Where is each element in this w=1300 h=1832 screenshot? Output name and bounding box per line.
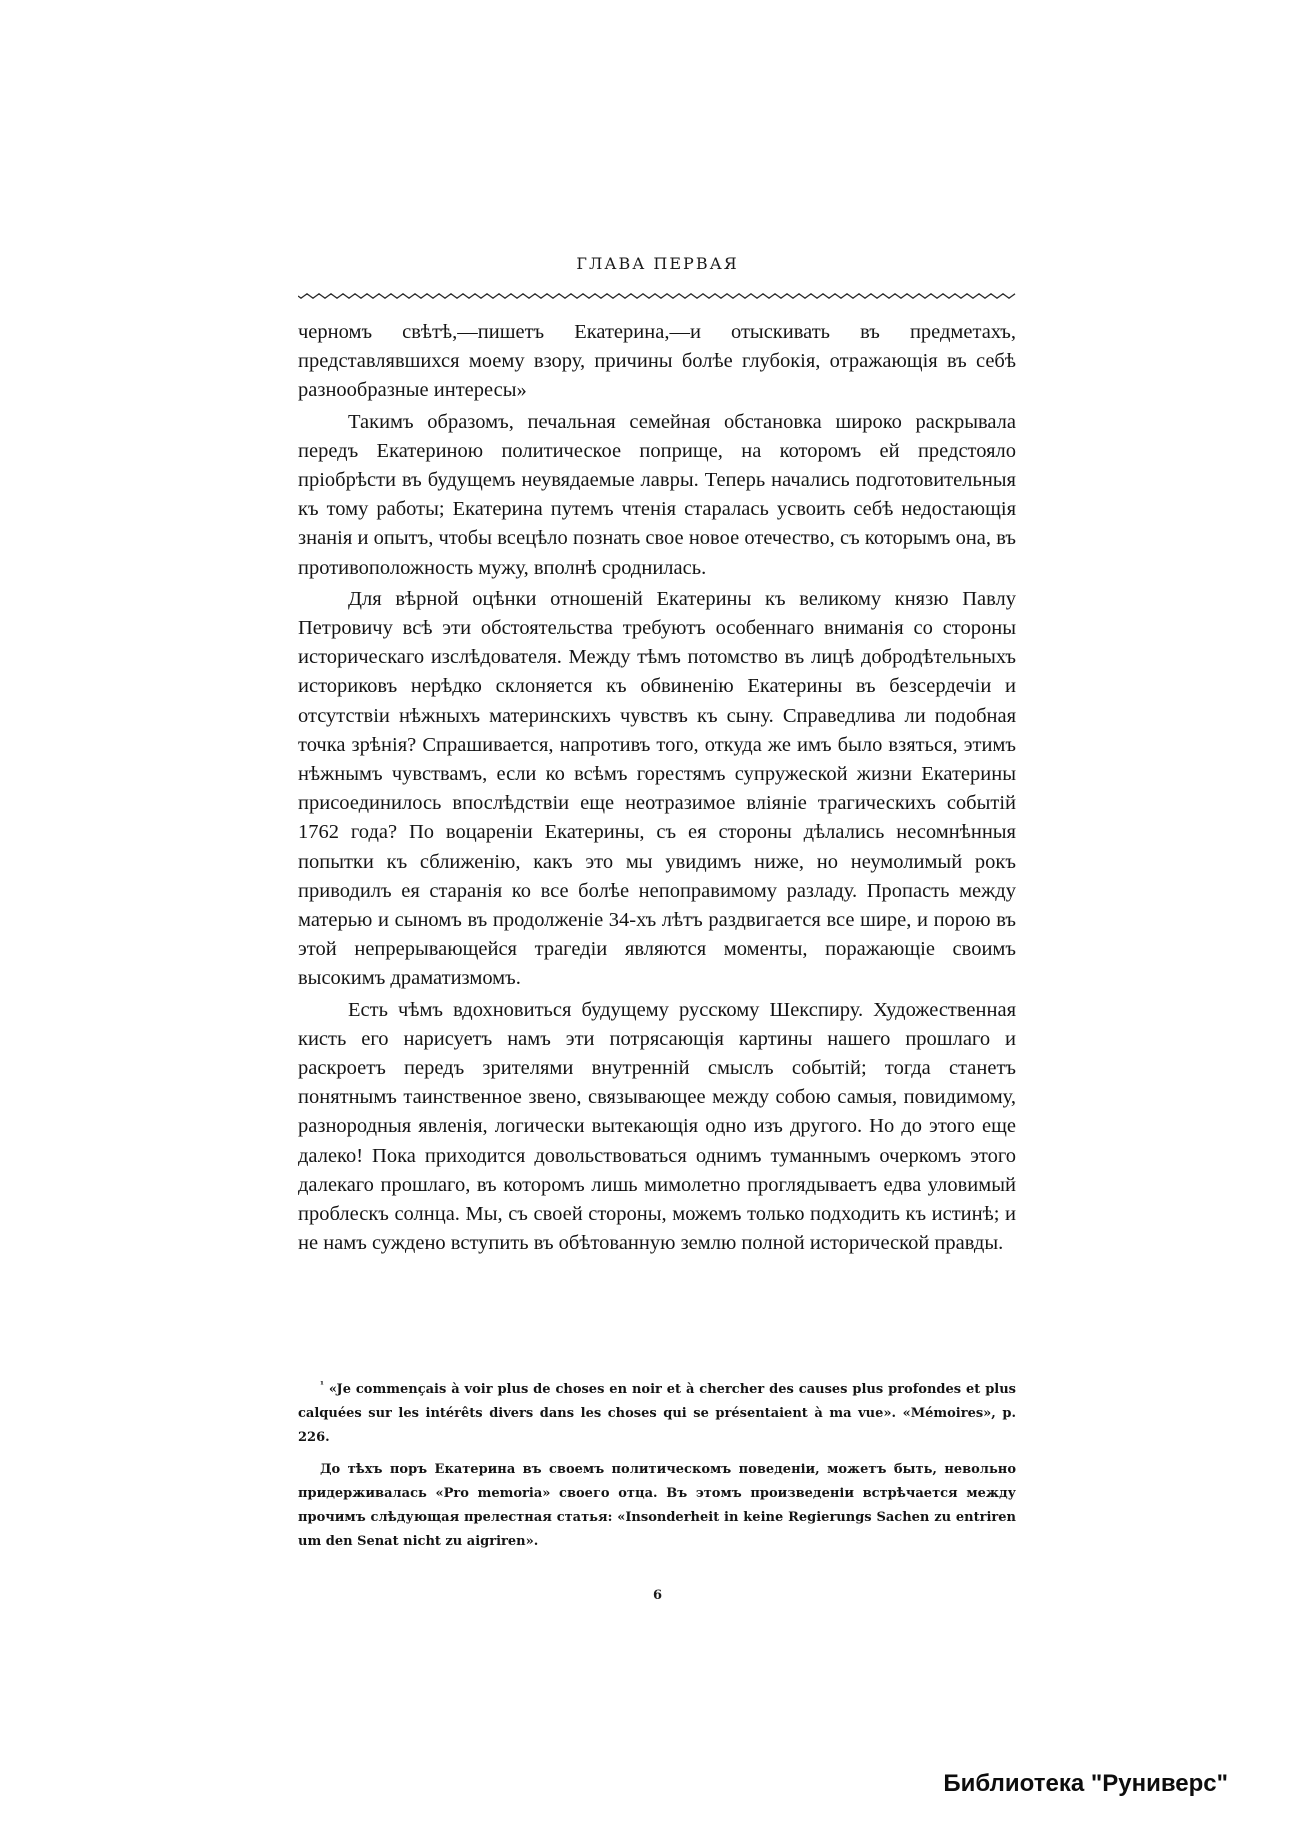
library-watermark: Библиотека "Руниверс" — [943, 1770, 1228, 1797]
footnotes — [298, 1378, 1016, 1554]
footnote-1-text: «Je commençais à voir plus de choses en noir et à chercher des causes plus profondes et plus calquées sur les intérêts divers dans les choses qui se présentaient à ma vue». «Mémoires», p. 226. — [298, 1382, 1017, 1445]
footnote-2: До тѣхъ поръ Екатерина въ своемъ политическомъ поведеніи, можетъ быть, невольно придерживалась «Pro memoria» своего отца. Въ этомъ произведеніи встрѣчается между прочимъ слѣдующая прелестная статья: «Insonderheit in keine Regierungs Sachen zu entriren um den Senat nicht zu aigriren». — [298, 1462, 1016, 1549]
chapter-title: ГЛАВА ПЕРВАЯ — [576, 254, 739, 273]
wavy-divider-rule — [298, 292, 1016, 300]
footnote-marker: ¹ — [320, 1380, 324, 1391]
page-number: 6 — [652, 1588, 663, 1603]
paragraph-continued: черномъ свѣтѣ,—пишетъ Екатерина,—и отыскивать въ предметахъ, представлявшихся моему взору, причины болѣе глубокія, отражающія въ себѣ разнообразные интересы» — [298, 321, 1016, 402]
paragraph: Для вѣрной оцѣнки отношеній Екатерины къ великому князю Павлу Петровичу всѣ эти обстоятельства требуютъ особеннаго вниманія со стороны историческаго изслѣдователя. Между тѣмъ потомство въ лицѣ добродѣтельныхъ историковъ нерѣдко склоняется къ обвиненію Екатерины въ безсердечіи и отсутствіи нѣжныхъ материнскихъ чувствъ къ сыну. Справедлива ли подобная точка зрѣнія? Спрашивается, напротивъ того, откуда же имъ было взяться, этимъ нѣжнымъ чувствамъ, если ко всѣмъ горестямъ супружеской жизни Екатерины присоединилось впослѣдствіи еще неотразимое вліяніе трагическихъ событій 1762 года? По воцареніи Екатерины, съ ея стороны дѣлались несомнѣнныя попытки къ сближенію, какъ это мы увидимъ ниже, но неумолимый рокъ приводилъ ея старанія ко все болѣе непоправимому разладу. Пропасть между матерью и сыномъ въ продолженіе 34-хъ лѣтъ раздвигается все шире, и порою въ этой непрерывающейся трагедіи являются моменты, поражающіе своимъ высокимъ драматизмомъ. — [298, 587, 1016, 990]
body-text — [298, 318, 1016, 1259]
paragraph: Есть чѣмъ вдохновиться будущему русскому Шекспиру. Художественная кисть его нарисуетъ намъ эти потрясающія картины нашего прошлаго и раскроетъ передъ зрителями внутренній смыслъ событій; тогда станетъ понятнымъ таинственное звено, связывающее между собою самыя, повидимому, разнородныя явленія, логически вытекающія одно изъ другого. Но до этого еще далеко! Пока приходится довольствоваться однимъ туманнымъ очеркомъ этого далекаго прошлаго, въ которомъ лишь мимолетно проглядываетъ едва уловимый проблескъ солнца. Мы, съ своей стороны, можемъ только подходить къ истинѣ; и не намъ суждено вступить въ обѣтованную землю полной исторической правды. — [298, 998, 1016, 1255]
paragraph: Такимъ образомъ, печальная семейная обстановка широко раскрывала передъ Екатериною политическое поприще, на которомъ ей предстояло пріобрѣсти въ будущемъ неувядаемые лавры. Теперь начались подготовительныя къ тому работы; Екатерина путемъ чтенія старалась усвоить себѣ недостающія знанія и опытъ, чтобы всецѣло познать свое новое отечество, съ которымъ она, въ противоположность мужу, вполнѣ сроднилась. — [298, 410, 1016, 579]
footnote-1 — [298, 1378, 1016, 1450]
